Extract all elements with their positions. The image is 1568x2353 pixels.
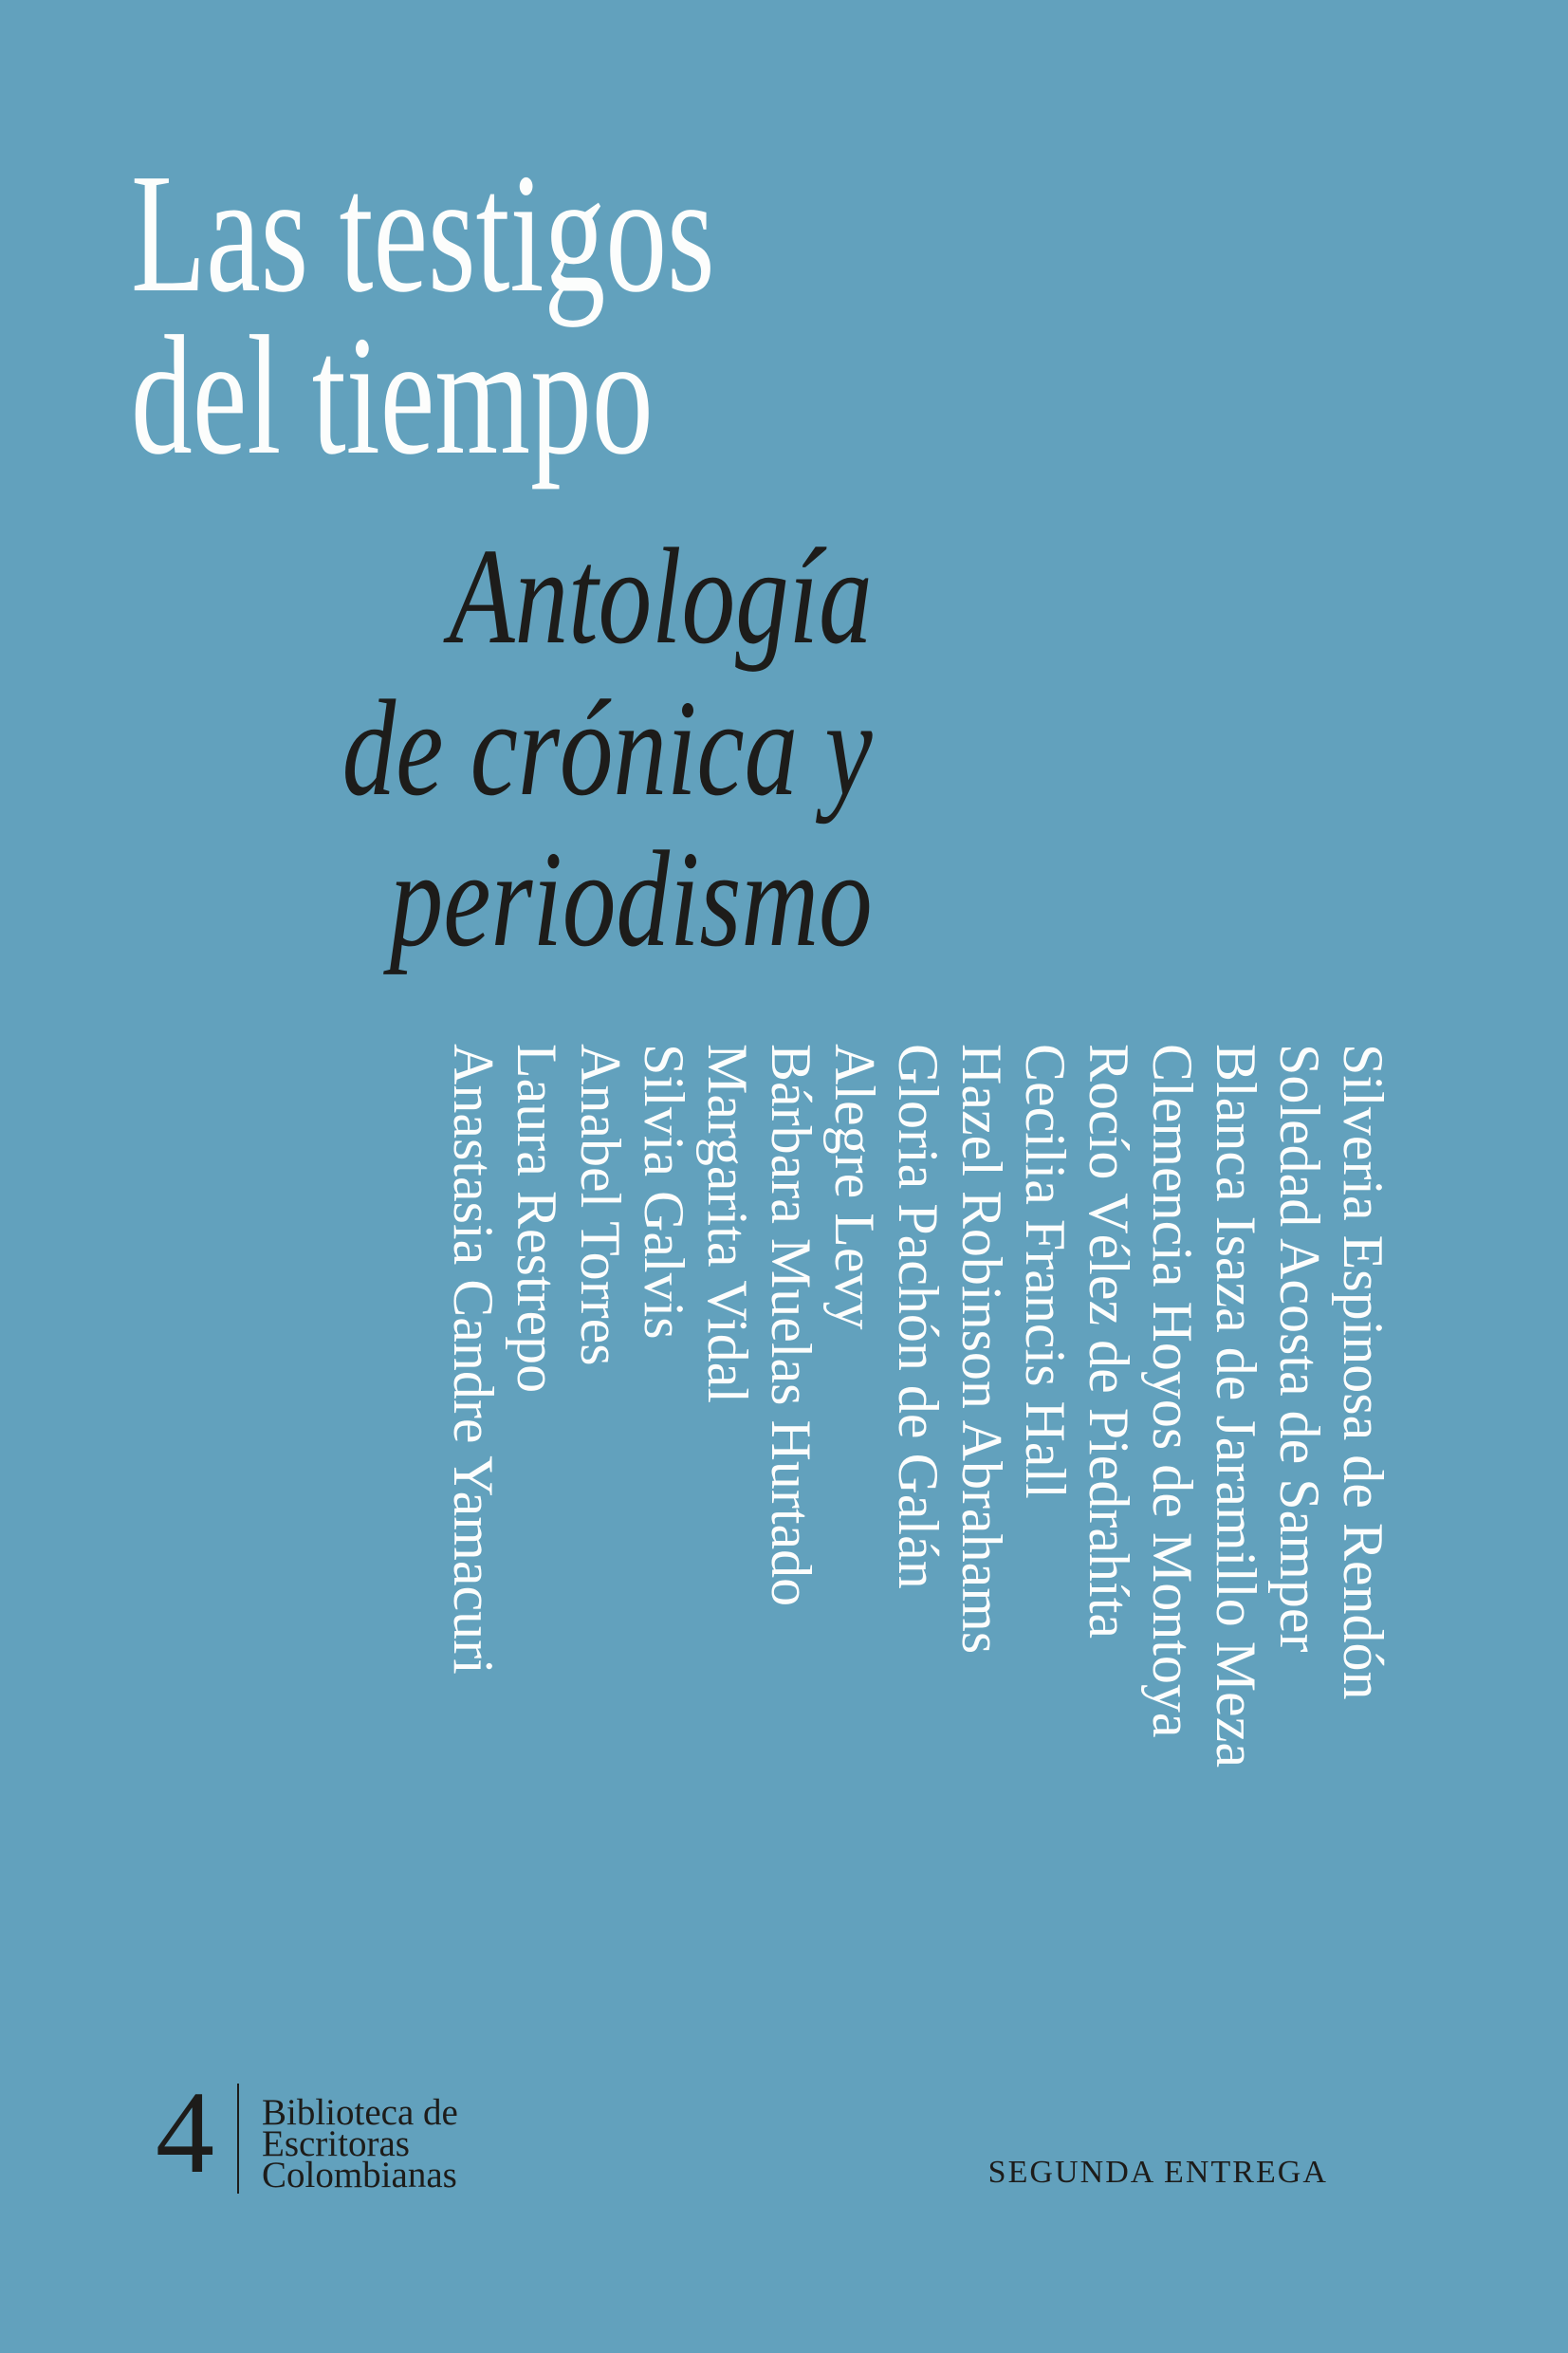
- author-name: Soledad Acosta de Samper: [1268, 1044, 1331, 1653]
- author-name: Bárbara Muelas Hurtado: [760, 1044, 822, 1607]
- book-title: [131, 139, 715, 490]
- series-number: 4: [156, 2067, 214, 2197]
- author-name: Anastasia Candre Yamacuri: [442, 1044, 505, 1675]
- author-name: Margarita Vidal: [696, 1044, 759, 1404]
- book-title-line1: Las testigos: [131, 139, 715, 327]
- author-name: Anabel Torres: [569, 1044, 632, 1366]
- series-name-line3: Colombianas: [262, 2155, 457, 2196]
- author-name: Laura Restrepo: [506, 1044, 568, 1394]
- series-divider: [237, 2084, 239, 2194]
- book-title-line2: del tiempo: [131, 301, 654, 490]
- authors-list: [441, 1044, 1394, 1793]
- series-name-line1: Biblioteca de: [262, 2092, 458, 2133]
- author-name: Silveria Espinosa de Rendón: [1332, 1044, 1394, 1700]
- edition-label: SEGUNDA ENTREGA: [987, 2155, 1328, 2190]
- author-name: Alegre Levy: [823, 1044, 886, 1330]
- author-name: Hazel Robinson Abrahams: [950, 1044, 1013, 1655]
- author-name: Clemencia Hoyos de Montoya: [1141, 1044, 1204, 1738]
- author-name: Cecilia Francis Hall: [1014, 1044, 1077, 1499]
- series-name-line2: Escritoras: [262, 2123, 410, 2165]
- series-name: [262, 2092, 458, 2196]
- author-name: Gloria Pachón de Galán: [887, 1044, 950, 1589]
- author-name: Rocío Vélez de Piedrahíta: [1078, 1044, 1140, 1640]
- book-subtitle-line2: de crónica y: [342, 672, 873, 824]
- book-subtitle-line1: Antología: [449, 521, 873, 673]
- book-subtitle-line3: periodismo: [390, 824, 873, 975]
- author-name: Silvia Galvis: [633, 1044, 695, 1340]
- book-subtitle: [342, 522, 873, 976]
- author-name: Blanca Isaza de Jaramillo Meza: [1205, 1044, 1267, 1768]
